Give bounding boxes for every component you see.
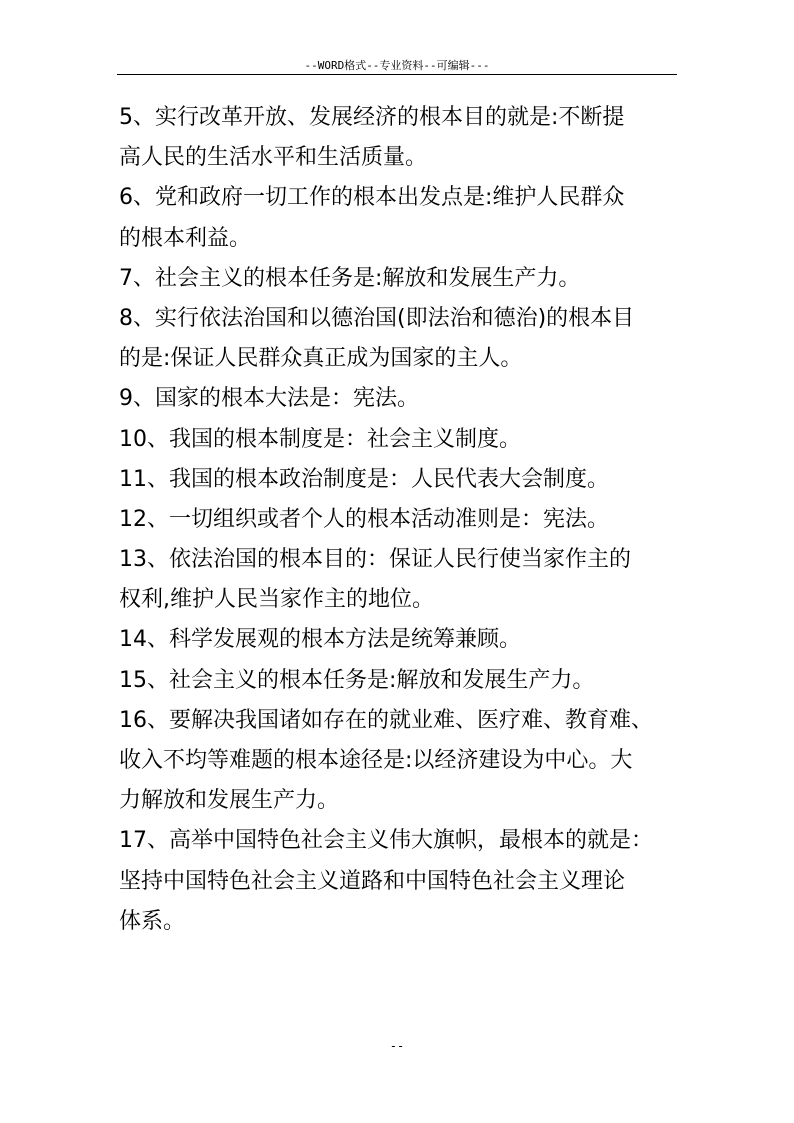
body-line: 8、实行依法治国和以德治国(即法治和德治)的根本目 — [119, 305, 635, 331]
body-line: 坚持中国特色社会主义道路和中国特色社会主义理论 — [119, 868, 626, 894]
body-line: 17、高举中国特色社会主义伟大旗帜，最根本的就是： — [119, 828, 653, 854]
body-line: 力解放和发展生产力。 — [119, 788, 340, 814]
body-line: 的根本利益。 — [119, 225, 252, 251]
body-line: 14、科学发展观的根本方法是统筹兼顾。 — [119, 627, 521, 653]
body-line: 高人民的生活水平和生活质量。 — [119, 145, 428, 171]
header-text: --WORD格式--专业资料--可编辑--- — [304, 59, 490, 72]
body-line: 11、我国的根本政治制度是：人民代表大会制度。 — [119, 466, 609, 492]
body-line: 13、依法治国的根本目的：保证人民行使当家作主的 — [119, 547, 631, 573]
body-line: 5、实行改革开放、发展经济的根本目的就是:不断提 — [119, 105, 625, 130]
body-line: 收入不均等难题的根本途径是:以经济建设为中心。大 — [119, 748, 633, 773]
body-line: 12、一切组织或者个人的根本活动准则是：宪法。 — [119, 506, 609, 532]
page-footer: -- — [389, 1039, 405, 1053]
body-line: 10、我国的根本制度是：社会主义制度。 — [119, 426, 521, 452]
body-line: 7、社会主义的根本任务是:解放和发展生产力。 — [119, 265, 581, 291]
body-line: 16、要解决我国诸如存在的就业难、医疗难、教育难、 — [119, 707, 653, 733]
body-line: 的是:保证人民群众真正成为国家的主人。 — [119, 346, 523, 372]
body-line: 9、国家的根本大法是：宪法。 — [119, 386, 419, 412]
body-line: 权利,维护人民当家作主的地位。 — [119, 587, 434, 613]
body-line: 15、社会主义的根本任务是:解放和发展生产力。 — [119, 667, 595, 693]
body-line: 体系。 — [119, 908, 186, 934]
document-body — [119, 98, 719, 942]
page-header — [117, 54, 677, 75]
body-line: 6、党和政府一切工作的根本出发点是:维护人民群众 — [119, 185, 625, 211]
